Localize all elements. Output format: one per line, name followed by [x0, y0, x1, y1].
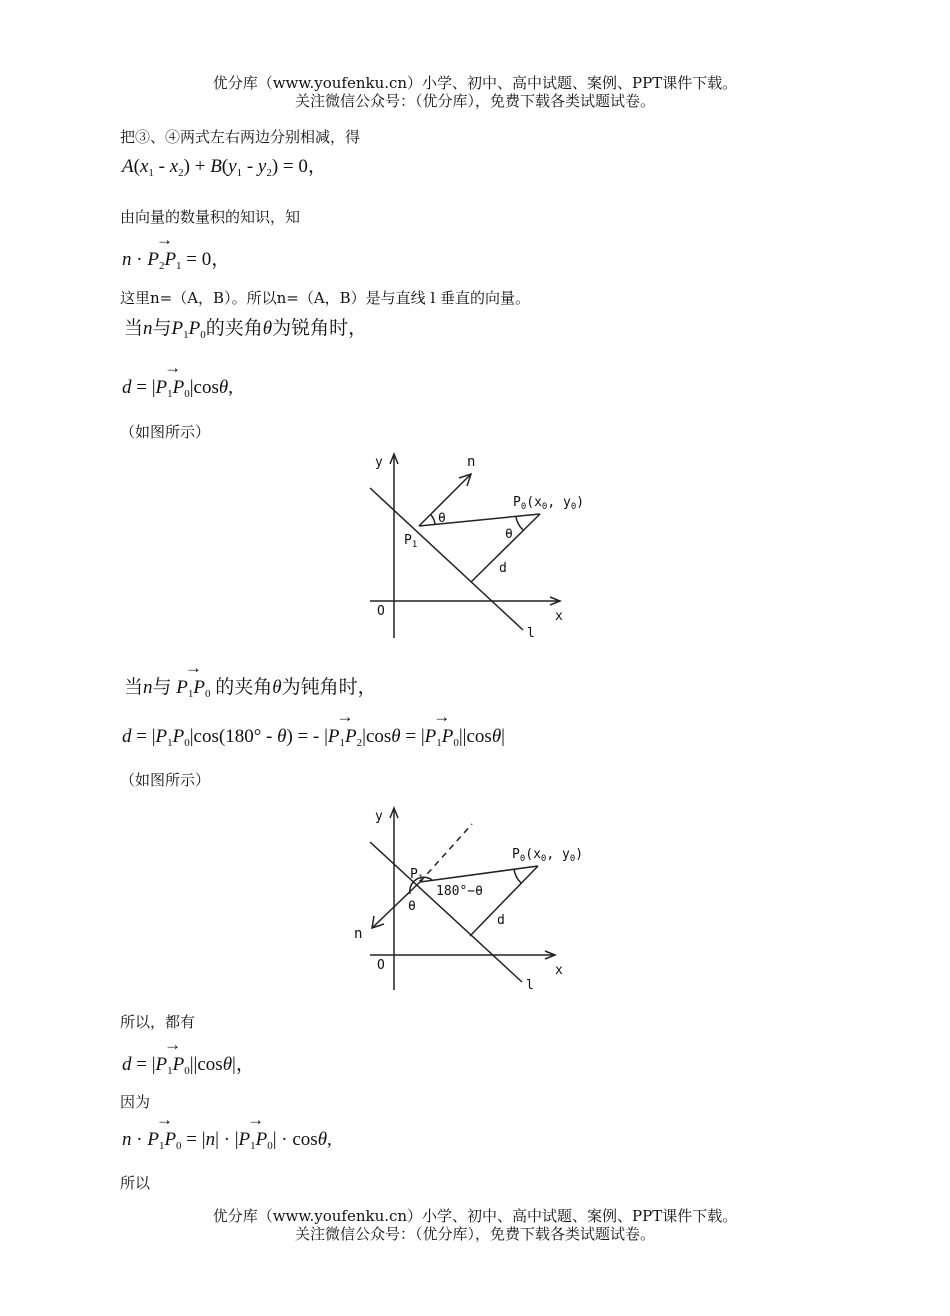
- fig2-d-label: d: [497, 913, 505, 928]
- figure-obtuse-angle: [340, 800, 600, 1000]
- fig2-p1-label: [410, 867, 423, 884]
- figure-caption-2: （如图所示）: [120, 771, 211, 789]
- paragraph-dot-product: 由向量的数量积的知识，知: [120, 208, 301, 226]
- fig1-p1-label: [404, 533, 417, 550]
- fig1-p0-label: [513, 495, 584, 512]
- fig1-vector-n: n: [467, 454, 476, 470]
- fig1-axis-y: y: [375, 455, 383, 470]
- header-line-1: 优分库（www.youfenku.cn）小学、初中、高中试题、案例、PPT课件下载。: [212, 74, 738, 92]
- fig2-origin: O: [377, 958, 385, 973]
- fig2-line-label: l: [526, 978, 534, 993]
- paragraph-obtuse-case: 当n与 → $P_1P_0$ 的夹角θ为钝角时，: [124, 672, 377, 700]
- paragraph-normal-vector: 这里n=（A，B）。所以n=（A，B）是与直线 l 垂直的向量。: [120, 289, 531, 307]
- footer-line-2: 关注微信公众号：（优分库），免费下载各类试题试卷。: [294, 1225, 655, 1243]
- fig1-theta-2: θ: [505, 527, 513, 542]
- footer-line-1: 优分库（www.youfenku.cn）小学、初中、高中试题、案例、PPT课件下载。: [212, 1207, 738, 1225]
- equation-subtraction: $A(x_1 - x_2) + B(y_1 - y_2) = 0$，: [122, 156, 327, 179]
- equation-distance-general: d = |→ $P_1P_0||\cos\theta|$，: [122, 1049, 255, 1077]
- equation-dot-zero: n · → $P_2P_1 = 0$，: [122, 244, 230, 272]
- paragraph-therefore: 所以，都有: [120, 1013, 196, 1031]
- fig2-vector-n: n: [354, 926, 363, 942]
- figure-caption-1: （如图所示）: [120, 423, 211, 441]
- fig2-axis-y: y: [375, 809, 383, 824]
- fig2-axis-x: x: [555, 963, 563, 978]
- svg-text:P0(x0, y0): $P_0(x_0$, $y_0$): [513, 495, 585, 512]
- fig1-origin: O: [377, 604, 385, 619]
- paragraph-because: 因为: [120, 1093, 151, 1111]
- paragraph-so: 所以: [120, 1174, 151, 1192]
- header-line-2: 关注微信公众号：（优分库），免费下载各类试题试卷。: [294, 92, 655, 110]
- equation-dot-product: n · → $P_1P_0 = |n|$ · |→ $P_1P_0| \cdot \cos\theta$,: [122, 1129, 332, 1152]
- svg-text:P0(x0, y0): $P_0(x_0$, $y_0$): [512, 847, 584, 864]
- svg-text:P1: $P_1$: [404, 533, 418, 550]
- paragraph-subtract: 把③、④两式左右两边分别相减，得: [120, 128, 361, 146]
- fig1-d-label: d: [499, 561, 507, 576]
- paragraph-acute-case: 当n与$P_1P_0$的夹角θ为锐角时，: [124, 318, 368, 341]
- fig1-axis-x: x: [555, 609, 563, 624]
- svg-text:P1: $P_1$: [410, 867, 424, 884]
- fig2-p0-label: [512, 847, 583, 864]
- equation-distance-acute: d = |→ $P_1P_0|\cos\theta$,: [122, 377, 233, 400]
- fig1-theta-1: θ: [438, 511, 446, 526]
- equation-distance-obtuse: $d = |P_1P_0|\cos(180^\circ - \theta)$ = - |→ $P_1P_2|\cos\theta$ = |→ $P_1P_0||\cos\theta|$: [122, 726, 505, 749]
- figure-acute-angle: [355, 448, 605, 648]
- fig2-theta: θ: [408, 899, 416, 914]
- fig2-angle-label: 180°−θ: [436, 884, 483, 899]
- fig1-line-label: l: [527, 626, 535, 641]
